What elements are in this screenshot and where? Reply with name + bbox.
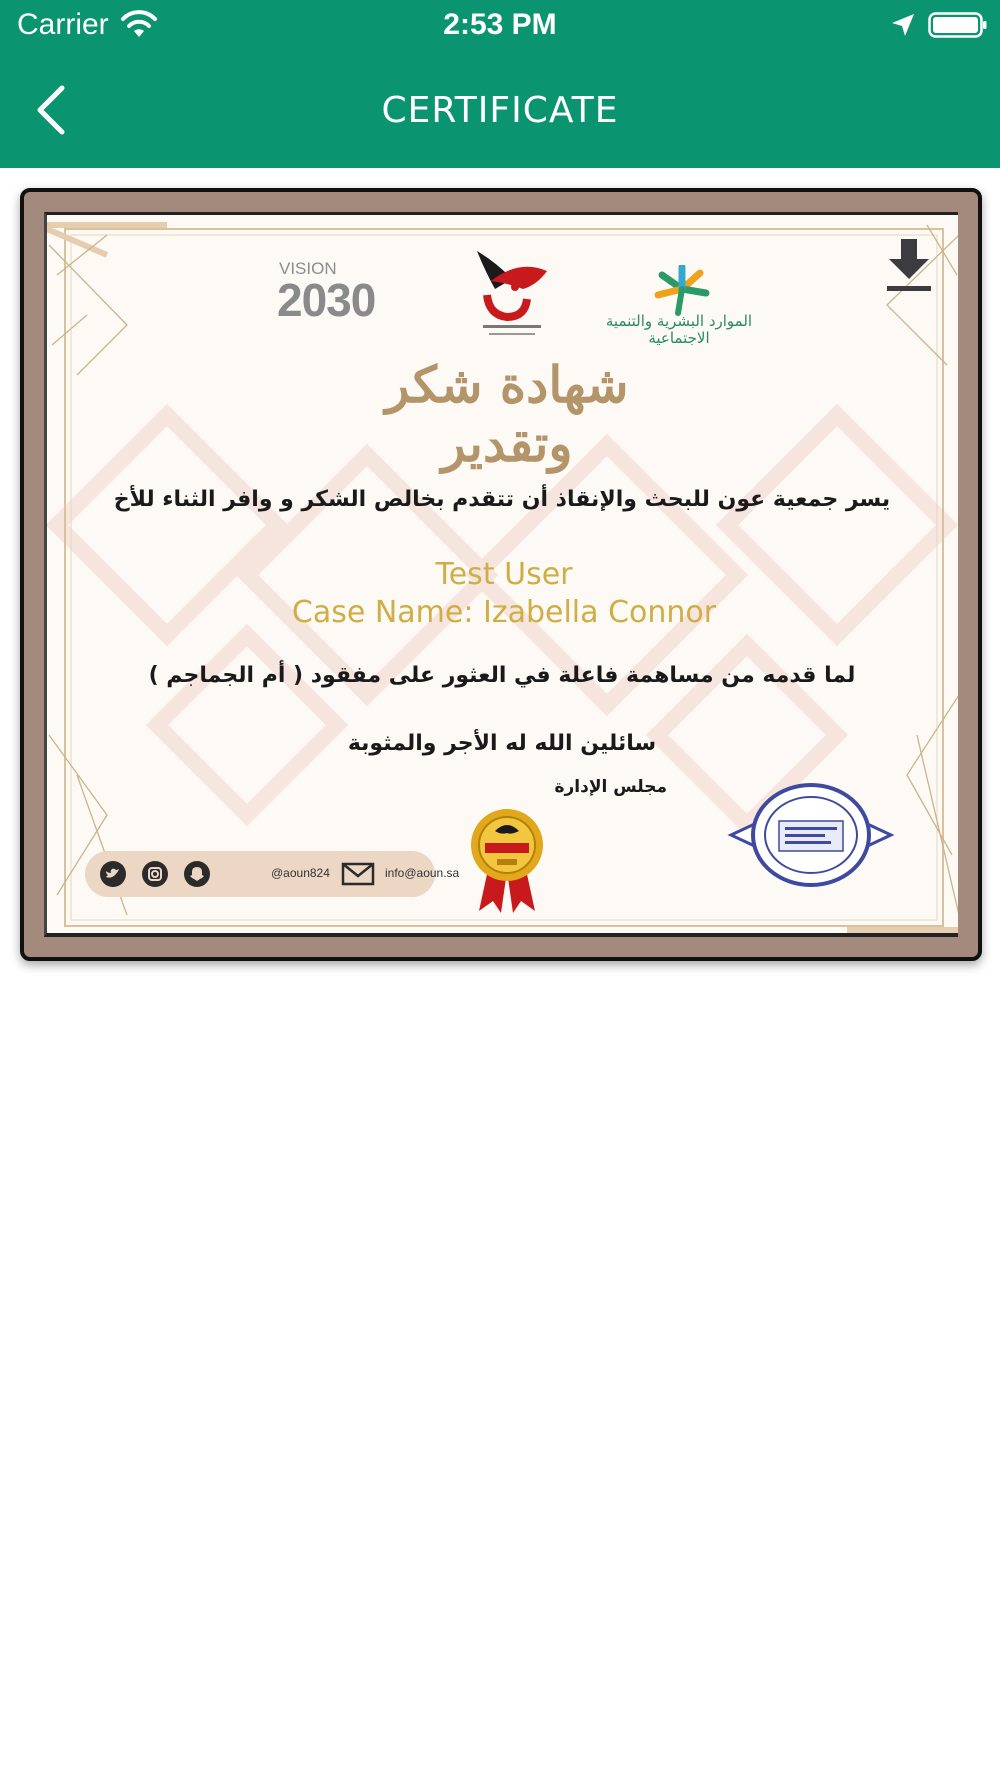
snapchat-icon (183, 860, 211, 888)
carrier-label: Carrier (17, 8, 109, 41)
hr-ministry-label: الموارد البشرية والتنمية الاجتماعية (605, 312, 753, 347)
certificate-intro-text: يسر جمعية عون للبحث والإنقاذ أن تتقدم بخالص الشكر و وافر الثناء للأخ (113, 487, 891, 512)
status-bar (0, 0, 1000, 50)
location-arrow-icon (890, 12, 916, 38)
vision-2030-year: 2030 (277, 274, 376, 326)
certificate-card (20, 188, 982, 961)
mail-icon (341, 862, 375, 886)
email-address: info@aoun.sa (385, 866, 460, 880)
official-stamp-icon (727, 781, 895, 889)
social-links-bar (85, 851, 460, 897)
download-button[interactable] (885, 237, 933, 293)
vision-2030-label: VISION (279, 259, 337, 278)
battery-icon (928, 10, 988, 40)
app-header (0, 0, 1000, 168)
instagram-icon (141, 860, 169, 888)
aoun-logo (467, 245, 557, 345)
board-of-directors-label: مجلس الإدارة (554, 777, 667, 797)
certificate-title: شهادة شكر وتقدير (385, 355, 629, 473)
recipient-name: Test User (435, 557, 573, 592)
clock: 2:53 PM (443, 8, 557, 41)
certificate-prayer-text: سائلين الله له الأجر والمثوبة (347, 731, 657, 756)
certificate-image (44, 212, 958, 937)
certificate-contribution-text: لما قدمه من مساهمة فاعلة في العثور على مفقود ( أم الجماجم ) (148, 663, 856, 688)
award-seal-icon (467, 805, 547, 915)
page-title: CERTIFICATE (381, 90, 619, 131)
social-handle: @aoun824 (271, 866, 330, 880)
twitter-icon (99, 860, 127, 888)
case-name: Case Name: Izabella Connor (291, 595, 717, 630)
